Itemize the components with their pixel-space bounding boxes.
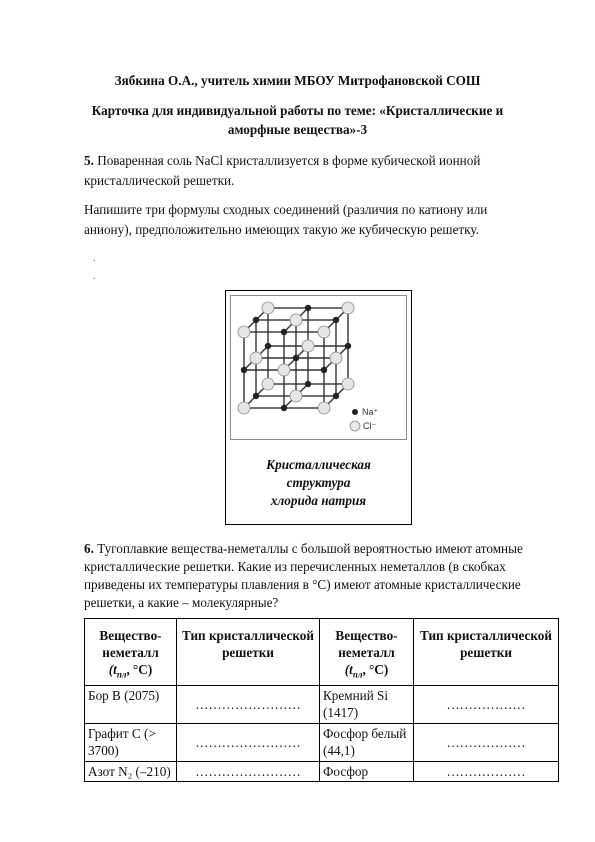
row-substance-left: Азот N₂ (–210) bbox=[85, 761, 177, 781]
figure-caption-line1: Кристаллическая bbox=[266, 457, 371, 472]
task5-line4: аниону), предположительно имеющих такую же кубическую решетку. bbox=[84, 222, 479, 237]
nonmetals-table bbox=[84, 618, 559, 782]
cl-legend-label: Cl⁻ bbox=[363, 421, 377, 431]
row-substance-right: Фосфор белый (44,1) bbox=[320, 723, 414, 761]
author-line: Зябкина О.А., учитель химии МБОУ Митрофановской СОШ bbox=[114, 73, 481, 88]
stray-dot: . bbox=[93, 253, 96, 264]
task6-text1: Тугоплавкие вещества-неметаллы с большой вероятностью имеют атомные bbox=[93, 541, 523, 556]
header-substance-left: Вещество- неметалл ($t_{пл}$, °С) bbox=[85, 619, 177, 686]
row-substance-right: Фосфор bbox=[320, 761, 414, 781]
answer-blank: …………………… bbox=[177, 685, 320, 723]
figure-caption-line3: хлорида натрия bbox=[270, 493, 367, 508]
task5-line1 bbox=[84, 152, 480, 170]
header-lattice-type-left: Тип кристаллической решетки bbox=[177, 619, 320, 686]
na-legend-label: Na⁺ bbox=[362, 407, 379, 417]
figure-caption-line2: структура bbox=[286, 475, 351, 490]
cl-legend-marker bbox=[350, 421, 360, 431]
lattice-image-frame bbox=[230, 295, 407, 440]
table-row bbox=[85, 685, 559, 723]
table-header-row bbox=[85, 619, 559, 686]
nacl-figure bbox=[225, 290, 412, 525]
task6-line2: кристаллические решетки. Какие из перечисленных неметаллов (в скобках bbox=[84, 559, 506, 574]
row-substance-right: Кремний Si (1417) bbox=[320, 685, 414, 723]
answer-blank: …………………… bbox=[177, 723, 320, 761]
nacl-lattice-diagram bbox=[231, 296, 406, 439]
table-row bbox=[85, 761, 559, 781]
header-lattice-type-right: Тип кристаллической решетки bbox=[414, 619, 559, 686]
task5-line3: Напишите три формулы сходных соединений (различия по катиону или bbox=[84, 202, 488, 217]
task6-number: 6. bbox=[84, 541, 94, 556]
card-title-line2: аморфные вещества»-3 bbox=[227, 122, 368, 137]
task6-line4: решетки, а какие – молекулярные? bbox=[84, 595, 279, 610]
task6-line3: приведены их температуры плавления в °С) имеют атомные кристаллические bbox=[84, 577, 521, 592]
na-legend-marker bbox=[352, 409, 358, 415]
task5-line2: кристаллической решетки. bbox=[84, 173, 235, 188]
task5-number: 5. bbox=[84, 153, 94, 168]
answer-blank: ……………… bbox=[414, 761, 559, 781]
stray-dot: . bbox=[93, 271, 96, 282]
row-substance-left: Бор B (2075) bbox=[85, 685, 177, 723]
row-substance-left: Графит С (> 3700) bbox=[85, 723, 177, 761]
task6-line1 bbox=[84, 540, 523, 558]
answer-blank: …………………… bbox=[177, 761, 320, 781]
answer-blank: ……………… bbox=[414, 723, 559, 761]
task5-text1: Поваренная соль NaCl кристаллизуется в форме кубической ионной bbox=[93, 153, 481, 168]
answer-blank: ……………… bbox=[414, 685, 559, 723]
card-title-line1: Карточка для индивидуальной работы по теме: «Кристаллические и bbox=[91, 103, 504, 118]
header-substance-right: Вещество- неметалл ($t_{пл}$, °С) bbox=[320, 619, 414, 686]
table-row bbox=[85, 723, 559, 761]
